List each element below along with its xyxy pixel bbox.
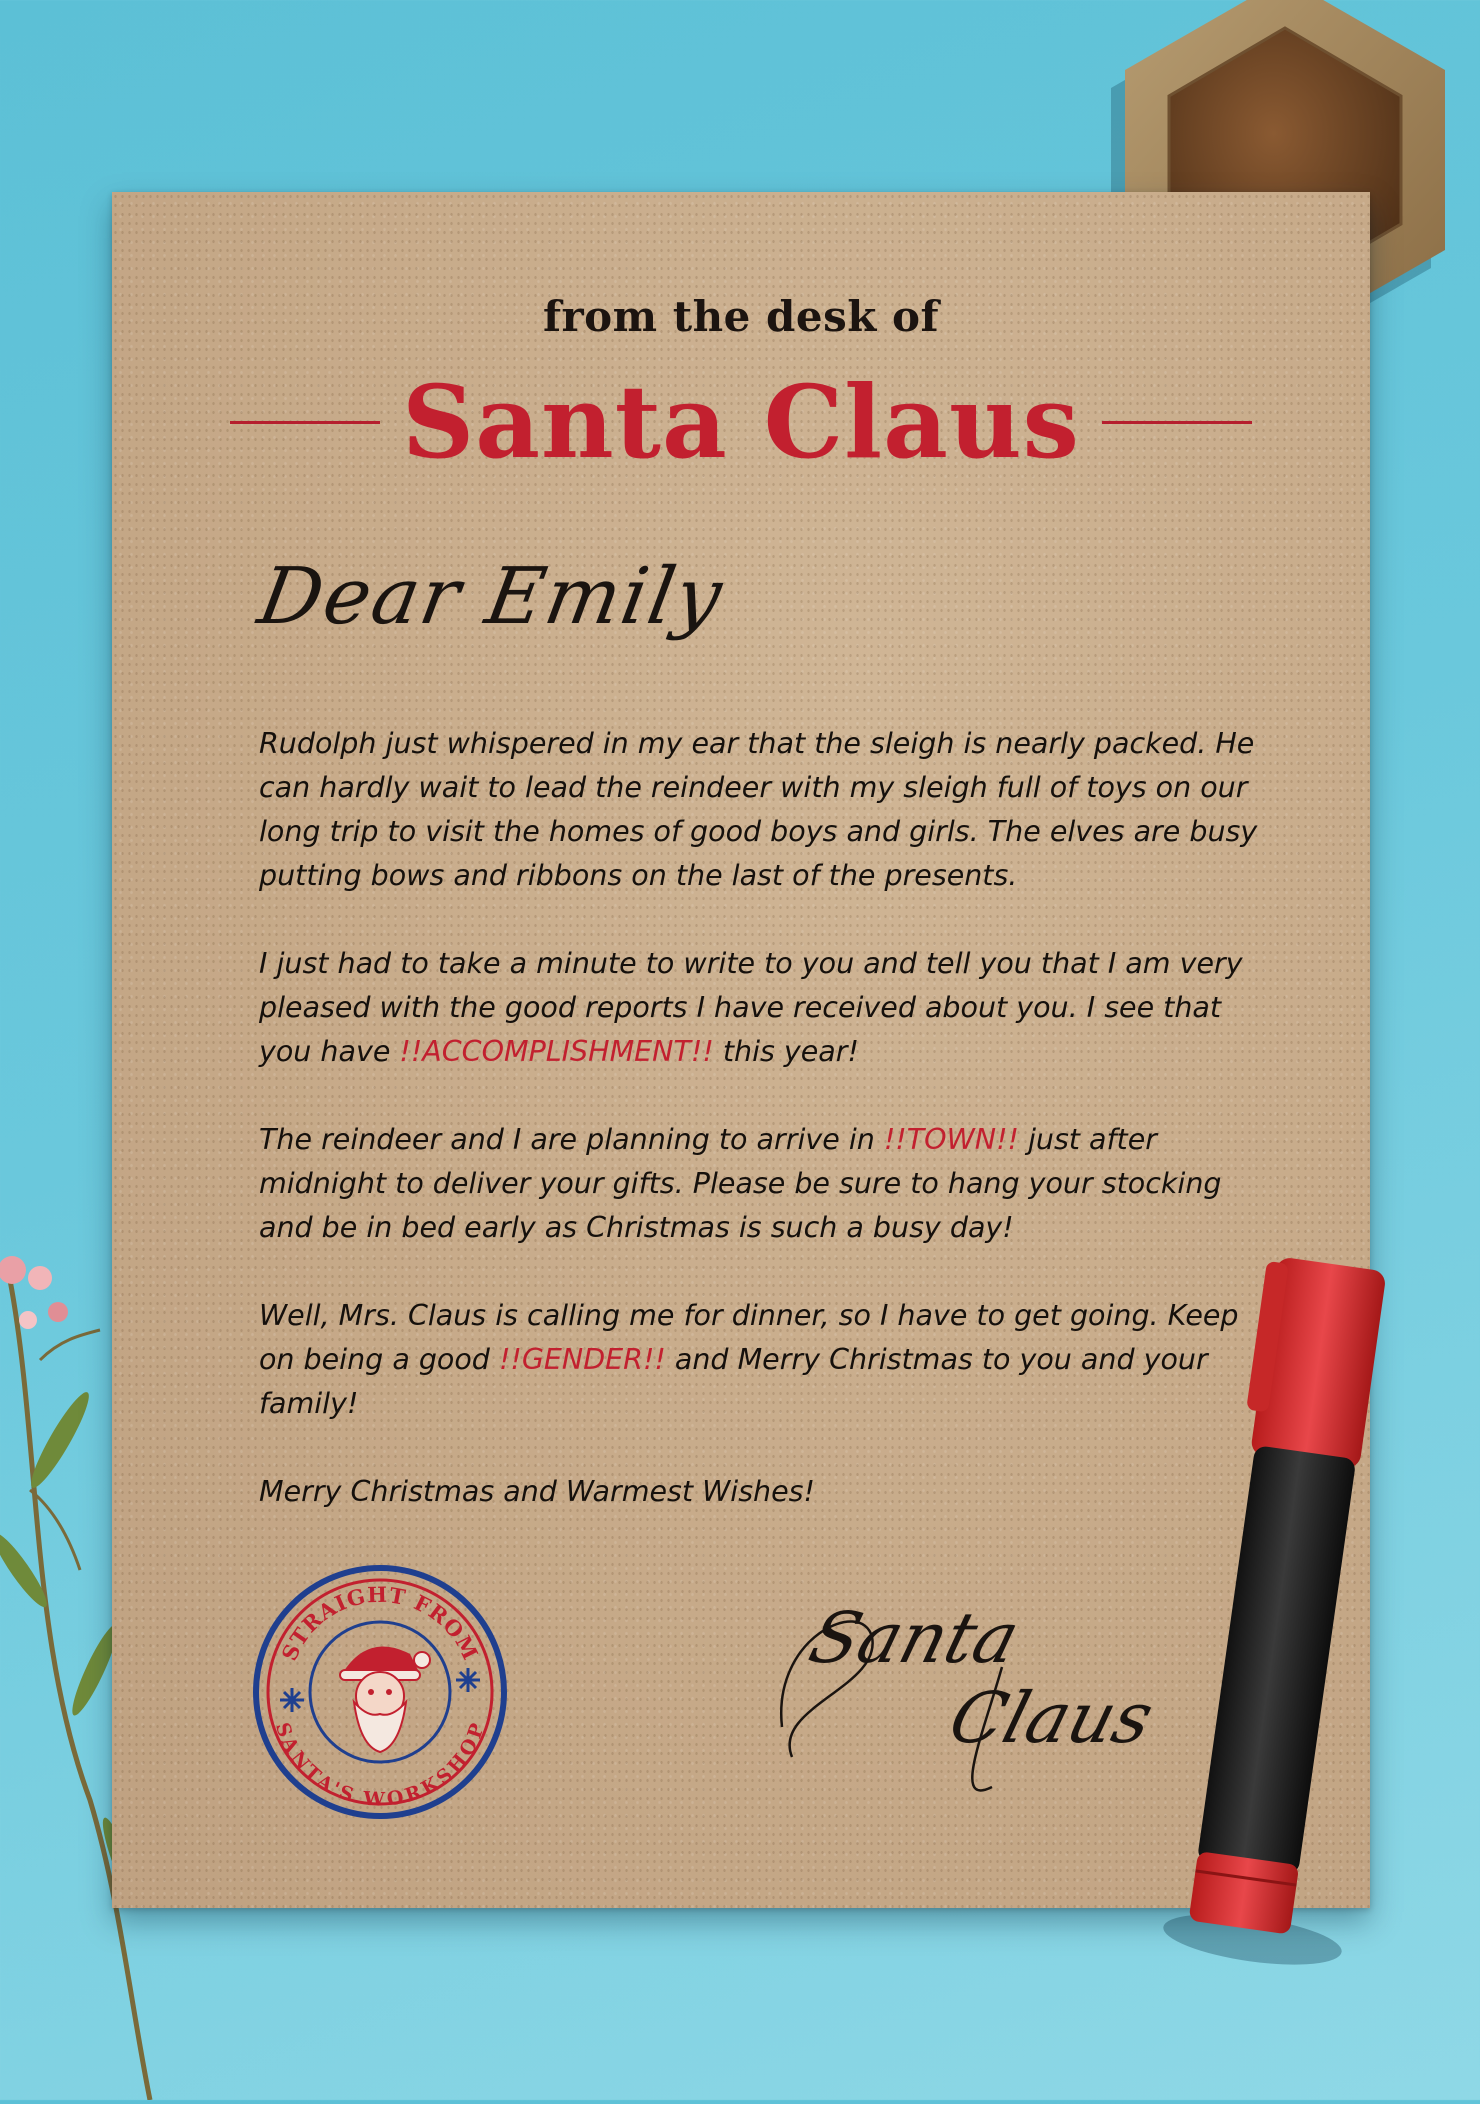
paragraph-text: The reindeer and I are planning to arrive in	[259, 1123, 884, 1156]
snowflake-icon	[456, 1668, 480, 1692]
placeholder-token: !!TOWN!!	[883, 1123, 1019, 1156]
paragraph-text: just after midnight to deliver your gifts. Please be sure to hang your stocking and be in bed early as Christmas is such a busy day!	[259, 1123, 1222, 1244]
workshop-stamp	[250, 1562, 510, 1822]
letter-kicker: from the desk of	[542, 292, 940, 341]
title-rule-left	[230, 421, 380, 424]
title-rule-right	[1102, 421, 1252, 424]
letter-paragraph	[259, 1470, 1259, 1514]
letter-paragraph	[259, 722, 1259, 898]
stamp-bottom-text: SANTA'S WORKSHOP	[270, 1719, 490, 1812]
letter-body	[259, 722, 1259, 1558]
signature-line-1: Santa	[801, 1597, 1028, 1679]
paragraph-text: I just had to take a minute to write to you and tell you that I am very pleased with the good reports I have received about you. I see that you have	[259, 947, 1243, 1068]
stamp-top-text: STRAIGHT FROM	[276, 1581, 484, 1665]
signature-line-2: Claus	[941, 1677, 1162, 1759]
paragraph-text: Well, Mrs. Claus is calling me for dinner, so I have to get going. Keep on being a good	[259, 1299, 1239, 1376]
letter-paragraph	[259, 1294, 1259, 1426]
letter-paragraph	[259, 942, 1259, 1074]
letter-salutation: Dear Emily	[252, 552, 731, 642]
letter-title-row	[112, 357, 1370, 487]
snowflake-icon	[280, 1688, 304, 1712]
paragraph-text: and Merry Christmas to you and your family!	[259, 1343, 1208, 1420]
paragraph-text: this year!	[713, 1035, 859, 1068]
paragraph-text: Merry Christmas and Warmest Wishes!	[259, 1475, 815, 1508]
marker-pen-icon	[1150, 1220, 1410, 1980]
paragraph-text: Rudolph just whispered in my ear that the sleigh is nearly packed. He can hardly wait to lead the reindeer with my sleigh full of toys on our long trip to visit the homes of good boys and girls. The elves are busy putting bows and ribbons on the last of the presents.	[259, 727, 1258, 892]
letter-paragraph	[259, 1118, 1259, 1250]
letter-title: Santa Claus	[402, 363, 1080, 481]
placeholder-token: !!GENDER!!	[498, 1343, 666, 1376]
placeholder-token: !!ACCOMPLISHMENT!!	[399, 1035, 714, 1068]
santa-face-icon	[340, 1646, 430, 1752]
